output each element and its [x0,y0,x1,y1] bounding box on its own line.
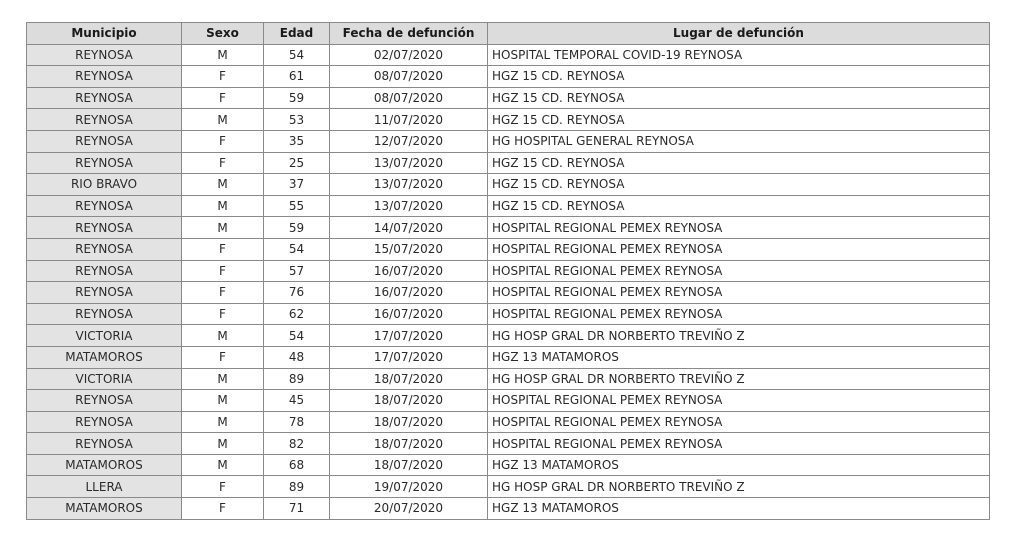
table-row [27,390,990,412]
lugar-cell: HOSPITAL REGIONAL PEMEX REYNOSA [488,217,990,239]
table-row [27,368,990,390]
sexo-cell: F [182,238,264,260]
fecha-cell: 11/07/2020 [330,109,488,131]
edad-cell: 45 [264,390,330,412]
lugar-cell: HG HOSP GRAL DR NORBERTO TREVIÑO Z [488,325,990,347]
fecha-cell: 16/07/2020 [330,260,488,282]
edad-cell: 62 [264,303,330,325]
table-row [27,217,990,239]
sexo-cell: M [182,109,264,131]
lugar-cell: HG HOSPITAL GENERAL REYNOSA [488,130,990,152]
fecha-cell: 08/07/2020 [330,87,488,109]
municipio-cell: REYNOSA [27,109,182,131]
municipio-cell: VICTORIA [27,325,182,347]
sexo-cell: F [182,66,264,88]
fecha-cell: 17/07/2020 [330,346,488,368]
municipio-cell: REYNOSA [27,238,182,260]
fecha-cell: 15/07/2020 [330,238,488,260]
fecha-cell: 18/07/2020 [330,368,488,390]
table-row [27,498,990,520]
sexo-cell: F [182,260,264,282]
table-row [27,454,990,476]
table-row [27,260,990,282]
sexo-cell: F [182,87,264,109]
sexo-cell: F [182,152,264,174]
fecha-cell: 02/07/2020 [330,44,488,66]
edad-cell: 25 [264,152,330,174]
header-row [27,23,990,45]
header-municipio: Municipio [27,23,182,45]
table-row [27,282,990,304]
municipio-cell: REYNOSA [27,66,182,88]
table-row [27,152,990,174]
table-row [27,87,990,109]
table-row [27,130,990,152]
lugar-cell: HGZ 13 MATAMOROS [488,498,990,520]
lugar-cell: HGZ 13 MATAMOROS [488,454,990,476]
edad-cell: 59 [264,217,330,239]
lugar-cell: HGZ 15 CD. REYNOSA [488,195,990,217]
fecha-cell: 20/07/2020 [330,498,488,520]
table-row [27,109,990,131]
lugar-cell: HGZ 15 CD. REYNOSA [488,174,990,196]
municipio-cell: REYNOSA [27,44,182,66]
edad-cell: 57 [264,260,330,282]
lugar-cell: HGZ 15 CD. REYNOSA [488,152,990,174]
sexo-cell: M [182,411,264,433]
table-header [27,23,990,45]
edad-cell: 48 [264,346,330,368]
table-row [27,66,990,88]
lugar-cell: HOSPITAL REGIONAL PEMEX REYNOSA [488,303,990,325]
fecha-cell: 13/07/2020 [330,174,488,196]
table-row [27,238,990,260]
sexo-cell: M [182,368,264,390]
sexo-cell: M [182,195,264,217]
edad-cell: 61 [264,66,330,88]
edad-cell: 55 [264,195,330,217]
municipio-cell: RIO BRAVO [27,174,182,196]
fecha-cell: 16/07/2020 [330,303,488,325]
lugar-cell: HOSPITAL REGIONAL PEMEX REYNOSA [488,238,990,260]
edad-cell: 68 [264,454,330,476]
header-fecha-defuncion: Fecha de defunción [330,23,488,45]
municipio-cell: REYNOSA [27,260,182,282]
edad-cell: 54 [264,238,330,260]
municipio-cell: LLERA [27,476,182,498]
lugar-cell: HOSPITAL REGIONAL PEMEX REYNOSA [488,282,990,304]
sexo-cell: F [182,498,264,520]
sexo-cell: M [182,217,264,239]
edad-cell: 89 [264,368,330,390]
header-sexo: Sexo [182,23,264,45]
municipio-cell: REYNOSA [27,390,182,412]
edad-cell: 71 [264,498,330,520]
table-row [27,411,990,433]
municipio-cell: MATAMOROS [27,454,182,476]
fecha-cell: 08/07/2020 [330,66,488,88]
table-row [27,346,990,368]
fecha-cell: 18/07/2020 [330,390,488,412]
municipio-cell: REYNOSA [27,152,182,174]
municipio-cell: REYNOSA [27,217,182,239]
fecha-cell: 18/07/2020 [330,411,488,433]
table-row [27,325,990,347]
fecha-cell: 18/07/2020 [330,433,488,455]
edad-cell: 82 [264,433,330,455]
sexo-cell: M [182,44,264,66]
sexo-cell: M [182,390,264,412]
table-row [27,303,990,325]
municipio-cell: REYNOSA [27,303,182,325]
lugar-cell: HOSPITAL REGIONAL PEMEX REYNOSA [488,260,990,282]
fecha-cell: 16/07/2020 [330,282,488,304]
lugar-cell: HGZ 15 CD. REYNOSA [488,66,990,88]
fecha-cell: 18/07/2020 [330,454,488,476]
municipio-cell: REYNOSA [27,282,182,304]
fecha-cell: 19/07/2020 [330,476,488,498]
lugar-cell: HOSPITAL REGIONAL PEMEX REYNOSA [488,411,990,433]
fecha-cell: 14/07/2020 [330,217,488,239]
edad-cell: 54 [264,44,330,66]
lugar-cell: HOSPITAL REGIONAL PEMEX REYNOSA [488,433,990,455]
lugar-cell: HG HOSP GRAL DR NORBERTO TREVIÑO Z [488,368,990,390]
edad-cell: 35 [264,130,330,152]
sexo-cell: F [182,130,264,152]
table-row [27,195,990,217]
municipio-cell: MATAMOROS [27,346,182,368]
sexo-cell: F [182,476,264,498]
fecha-cell: 12/07/2020 [330,130,488,152]
edad-cell: 53 [264,109,330,131]
edad-cell: 54 [264,325,330,347]
edad-cell: 89 [264,476,330,498]
sexo-cell: M [182,325,264,347]
municipio-cell: REYNOSA [27,130,182,152]
lugar-cell: HOSPITAL REGIONAL PEMEX REYNOSA [488,390,990,412]
municipio-cell: REYNOSA [27,411,182,433]
edad-cell: 78 [264,411,330,433]
table-row [27,174,990,196]
header-lugar-defuncion: Lugar de defunción [488,23,990,45]
municipio-cell: REYNOSA [27,195,182,217]
deaths-table [26,22,990,520]
header-edad: Edad [264,23,330,45]
sexo-cell: F [182,346,264,368]
lugar-cell: HGZ 15 CD. REYNOSA [488,109,990,131]
table-row [27,44,990,66]
fecha-cell: 13/07/2020 [330,195,488,217]
fecha-cell: 13/07/2020 [330,152,488,174]
municipio-cell: REYNOSA [27,87,182,109]
municipio-cell: VICTORIA [27,368,182,390]
sexo-cell: F [182,282,264,304]
municipio-cell: MATAMOROS [27,498,182,520]
edad-cell: 37 [264,174,330,196]
municipio-cell: REYNOSA [27,433,182,455]
sexo-cell: M [182,433,264,455]
sexo-cell: F [182,303,264,325]
table-row [27,433,990,455]
fecha-cell: 17/07/2020 [330,325,488,347]
table-row [27,476,990,498]
lugar-cell: HG HOSP GRAL DR NORBERTO TREVIÑO Z [488,476,990,498]
table-body [27,44,990,519]
edad-cell: 76 [264,282,330,304]
lugar-cell: HGZ 13 MATAMOROS [488,346,990,368]
edad-cell: 59 [264,87,330,109]
sexo-cell: M [182,454,264,476]
sexo-cell: M [182,174,264,196]
lugar-cell: HOSPITAL TEMPORAL COVID-19 REYNOSA [488,44,990,66]
lugar-cell: HGZ 15 CD. REYNOSA [488,87,990,109]
